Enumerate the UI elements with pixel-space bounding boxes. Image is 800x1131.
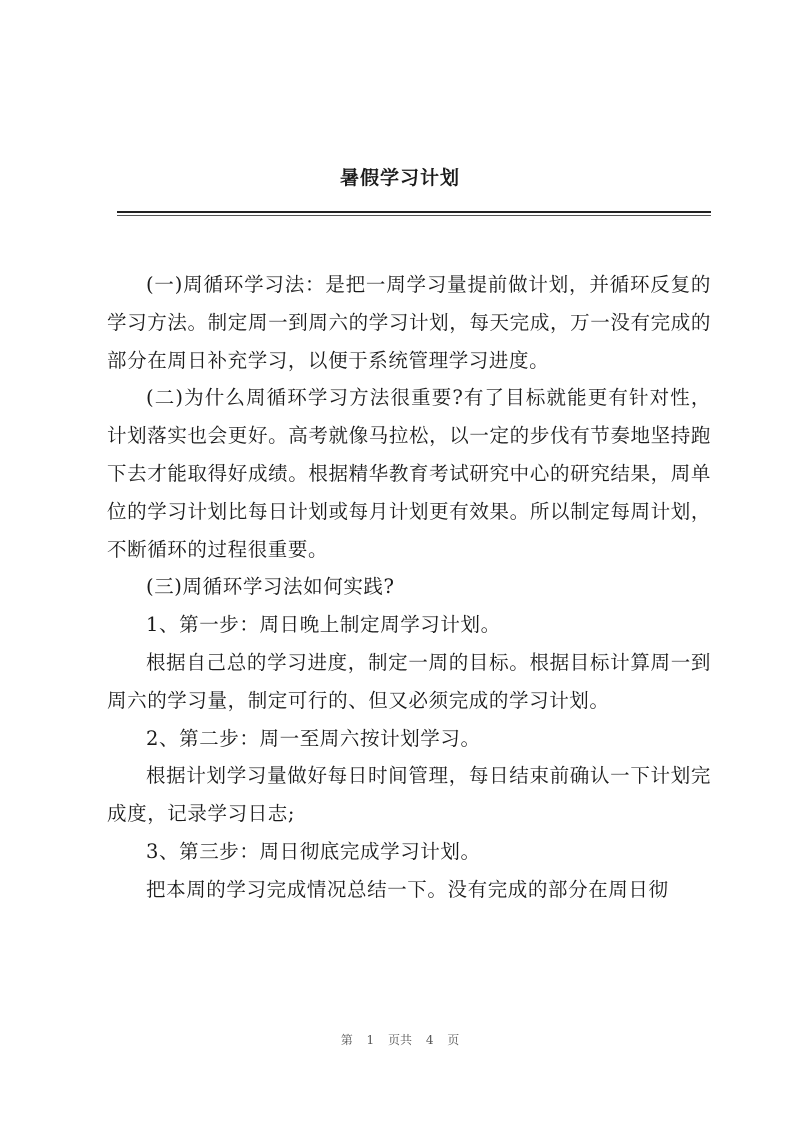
paragraph-9: 把本周的学习完成情况总结一下。没有完成的部分在周日彻 xyxy=(146,877,669,901)
page-number-footer: 第 1 页共 4 页 xyxy=(340,1033,460,1047)
paragraph-5: 根据自己总的学习进度，制定一周的目标。根据目标计算周一到周六的学习量，制定可行的、但又必须完成的学习计划。 xyxy=(107,650,711,712)
title-divider-thin xyxy=(117,215,711,216)
title-divider xyxy=(117,211,711,213)
paragraph-2: (二)为什么周循环学习方法很重要?有了目标就能更有针对性，计划落实也会更好。高考就像马拉松，以一定的步伐有节奏地坚持跑下去才能取得好成绩。根据精华教育考试研究中心的研究结果，周单位的学习计划比每日计划或每月计划更有效果。所以制定每周计划，不断循环的过程很重要。 xyxy=(107,386,711,561)
paragraph-3: (三)周循环学习法如何实践? xyxy=(146,575,395,599)
paragraph-6: 2、第二步：周一至周六按计划学习。 xyxy=(146,726,481,750)
paragraph-1: (一)周循环学习法：是把一周学习量提前做计划，并循环反复的学习方法。制定周一到周六的学习计划，每天完成，万一没有完成的部分在周日补充学习，以便于系统管理学习进度。 xyxy=(107,273,711,372)
paragraph-8: 3、第三步：周日彻底完成学习计划。 xyxy=(146,839,481,863)
paragraph-7: 根据计划学习量做好每日时间管理，每日结束前确认一下计划完成度，记录学习日志; xyxy=(107,764,711,826)
document-body xyxy=(107,266,711,909)
document-title: 暑假学习计划 xyxy=(339,167,460,189)
paragraph-4: 1、第一步：周日晚上制定周学习计划。 xyxy=(146,613,501,637)
